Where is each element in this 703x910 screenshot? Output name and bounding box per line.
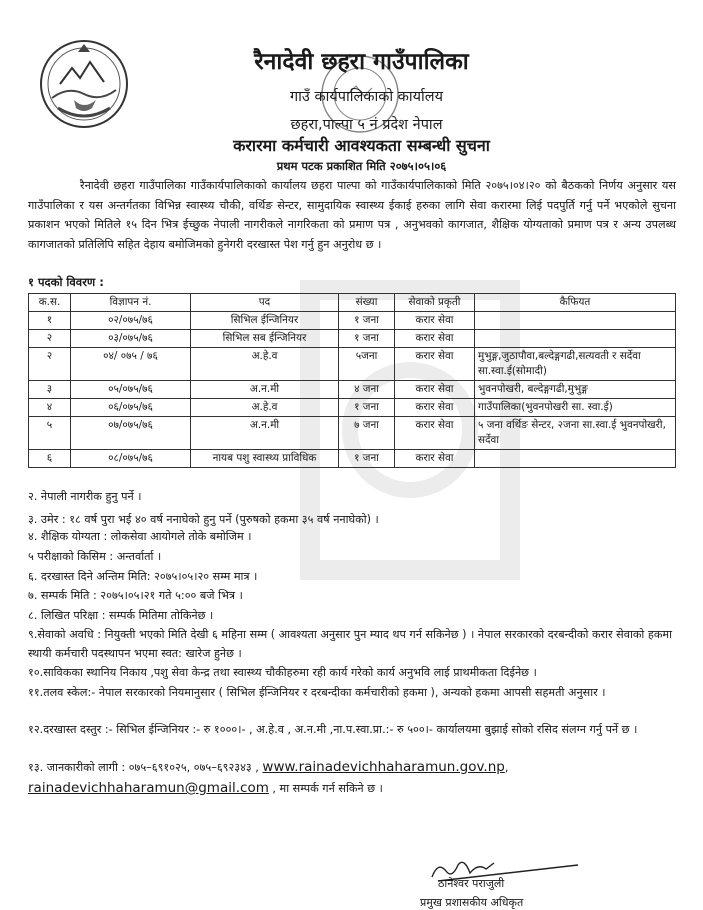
cell-service: करार सेवा [395,399,475,417]
cell-ad: ०८/०७५/७६ [71,450,191,468]
condition-4: ४. शैक्षिक योग्यता : लोकसेवा आयोगले तोके बमोजिम । [28,530,252,543]
condition-12: १२.दरखास्त दस्तुर :- सिभिल ईन्जिनियर :- रु १०००।- , अ.हे.व , अ.न.मी ,ना.प.स्वा.प्रा.:- रु ५००।- कार्यालयमा बुझाई सोको रसिद संलग्न गर्नु पर्ने छ । [28,723,638,736]
cell-ad: ०३/०७५/७६ [71,330,191,348]
signer-title: प्रमुख प्रशासकीय अधिकृत [420,896,524,909]
email-link[interactable]: rainadevichhaharamun@gmail.com [28,780,269,796]
cell-ad: ०२/०७५/७६ [71,312,191,330]
cell-service: करार सेवा [395,312,475,330]
col-header-post: पद [191,294,339,312]
table-row [29,381,676,399]
table-row [29,348,676,381]
cell-count: १ जना [339,399,395,417]
cell-post: सिभिल ईन्जिनियर [191,312,339,330]
condition-3: ३. उमेर : १८ वर्ष पुरा भई ४० वर्ष ननाघेको हुनु पर्ने (पुरुषको हकमा ३५ वर्ष ननाघेको) । [28,513,379,526]
cell-remark: मुभुङ्ग,जुठापौवा,बल्देङ्गगढी,सत्यवती र सर्देवा सा.स्वा.ई(सोमादी) [475,348,676,381]
cell-service: करार सेवा [395,450,475,468]
table-header-row [29,294,676,312]
table-row [29,417,676,450]
cell-count: ७ जना [339,417,395,450]
table-row [29,450,676,468]
cell-count: १ जना [339,330,395,348]
condition-5: ५ परीक्षाको किसिम : अन्तर्वार्ता । [28,550,162,563]
publication-date: प्रथम पटक प्रकाशित मिति २०७५।०५।०६ [276,159,447,173]
cell-count: १ जना [339,450,395,468]
contact-line [28,758,678,777]
notice-title: करारमा कर्मचारी आवश्यकता सम्बन्धी सुचना [233,136,490,155]
contact-line-2 [28,779,678,798]
intro-paragraph: रैनादेवी छहरा गाउँपालिका गाउँकार्यपालिकाको कार्यालय छहरा पाल्पा को गाउँकार्यपालिकाको मिति २०७५।०४।२० को बैठकको निर्णय अनुसार यस गाउँपालिका र यस अन्तर्गतका विभिन्न स्वास्थ्य चौकी, वर्थिङ सेन्टर, सामुदायिक स्वास्थ्य ईकाई हरुका लागि सेवा करारमा लिई पदपुर्ति गर्नु पर्ने भएकोले सुचना प्रकाशन भएको मितिले १५ दिन भित्र ईच्छुक नेपाली नागरीकले नागरिकता को प्रमाण पत्र , अनुभवको कागजात, शैक्षिक योग्यताको प्रमाण पत्र र अन्य उपलब्ध कागजातको प्रतिलिपि सहित देहाय बमोजिमको हुनेगरी दरखास्त पेश गर्नु हुन अनुरोध छ । [28,179,676,251]
cell-sn: ४ [29,399,71,417]
cell-post: सिभिल सब ईन्जिनियर [191,330,339,348]
contact-comma: , [504,761,509,774]
cell-service: करार सेवा [395,381,475,399]
cell-ad: ०६/०७५/७६ [71,399,191,417]
office-name: गाउँ कार्यपालिकाको कार्यालय [289,89,444,105]
cell-ad: ०५/०७५/७६ [71,381,191,399]
section-title: १ पदको विवरण : [28,275,104,289]
condition-2: २. नेपाली नागरीक हुनु पर्ने । [28,490,142,503]
cell-remark [475,330,676,348]
cell-remark [475,312,676,330]
cell-count: १ जना [339,312,395,330]
cell-remark: गाउँपालिका(भुवनपोखरी सा. स्वा.ई) [475,399,676,417]
cell-service: करार सेवा [395,417,475,450]
cell-service: करार सेवा [395,348,475,381]
cell-remark: ५ जना वर्थिङ सेन्टर, २जना सा.स्वा.ई भुवनपोखरी, सर्देवा [475,417,676,450]
col-header-count: संख्या [339,294,395,312]
col-header-ad: विज्ञापन नं. [71,294,191,312]
org-name: रैनादेवी छहरा गाउँपालिका [254,49,469,75]
vacancy-table [28,293,676,468]
col-header-remark: कैफियत [475,294,676,312]
cell-count: ५जना [339,348,395,381]
cell-post: नायब पशु स्वास्थ्य प्राविधिक [191,450,339,468]
cell-sn: २ [29,348,71,381]
signer-name: ठानेश्वर पराजुली [438,877,505,890]
office-address: छहरा,पाल्पा ५ नं प्रदेश नेपाल [290,117,443,133]
cell-post: अ.न.मी [191,381,339,399]
condition-11: ११.तलव स्केल:- नेपाल सरकारको नियमानुसार ( सिभिल ईन्जिनियर र दरबन्दीका कर्मचारीको हकमा ), अन्यको हकमा आपसी सहमती अनुसार । [28,686,606,699]
contact-phones: १३. जानकारीको लागी : ०७५–६९१०२५, ०७५–६९२३४३ , [28,761,259,774]
condition-8: ८. लिखित परिक्षा : सम्पर्क मितिमा तोकिनेछ । [28,609,214,622]
cell-sn: ६ [29,450,71,468]
condition-7: ७. सम्पर्क मिति : २०७५।०५।२१ गते ५:०० बजे भित्र । [28,589,243,602]
col-header-sn: क.स. [29,294,71,312]
cell-post: अ.हे.व [191,348,339,381]
contact-suffix: , मा सम्पर्क गर्न सकिने छ । [272,782,383,795]
table-row [29,312,676,330]
cell-service: करार सेवा [395,330,475,348]
table-row [29,330,676,348]
cell-ad: ०७/०७५/७६ [71,417,191,450]
condition-6: ६. दरखास्त दिने अन्तिम मिति: २०७५।०५।२० सम्म मात्र । [28,570,258,583]
cell-sn: १ [29,312,71,330]
cell-count: ४ जना [339,381,395,399]
cell-sn: ३ [29,381,71,399]
condition-10: १०.साविकका स्थानिय निकाय ,पशु सेवा केन्द्र तथा स्वास्थ्य चौकीहरुमा रही कार्य गरेको कार्य अनुभवि लाई प्राथमीकता दिईनेछ । [28,666,537,679]
cell-post: अ.हे.व [191,399,339,417]
col-header-service: सेवाको प्रकृती [395,294,475,312]
website-link[interactable]: www.rainadevichhaharamun.gov.np [262,759,505,775]
table-row [29,399,676,417]
cell-ad: ०४/ ०७५ / ७६ [71,348,191,381]
condition-9: ९.सेवाको अवधि : नियुक्ती भएको मिति देखी ६ महिना सम्म ( आवश्यता अनुसार पुन म्याद थप गर्न सकिनेछ ) । नेपाल सरकारको दरबन्दीको करार सेवाको हकमा स्थायी कर्मचारी पदस्थापन भएमा स्वत: खारेज हुनेछ । [28,628,673,660]
cell-remark [475,450,676,468]
cell-post: अ.न.मी [191,417,339,450]
cell-sn: २ [29,330,71,348]
cell-remark: भुवनपोखरी, बल्देङ्गगढी,मुभुङ्ग [475,381,676,399]
cell-sn: ५ [29,417,71,450]
